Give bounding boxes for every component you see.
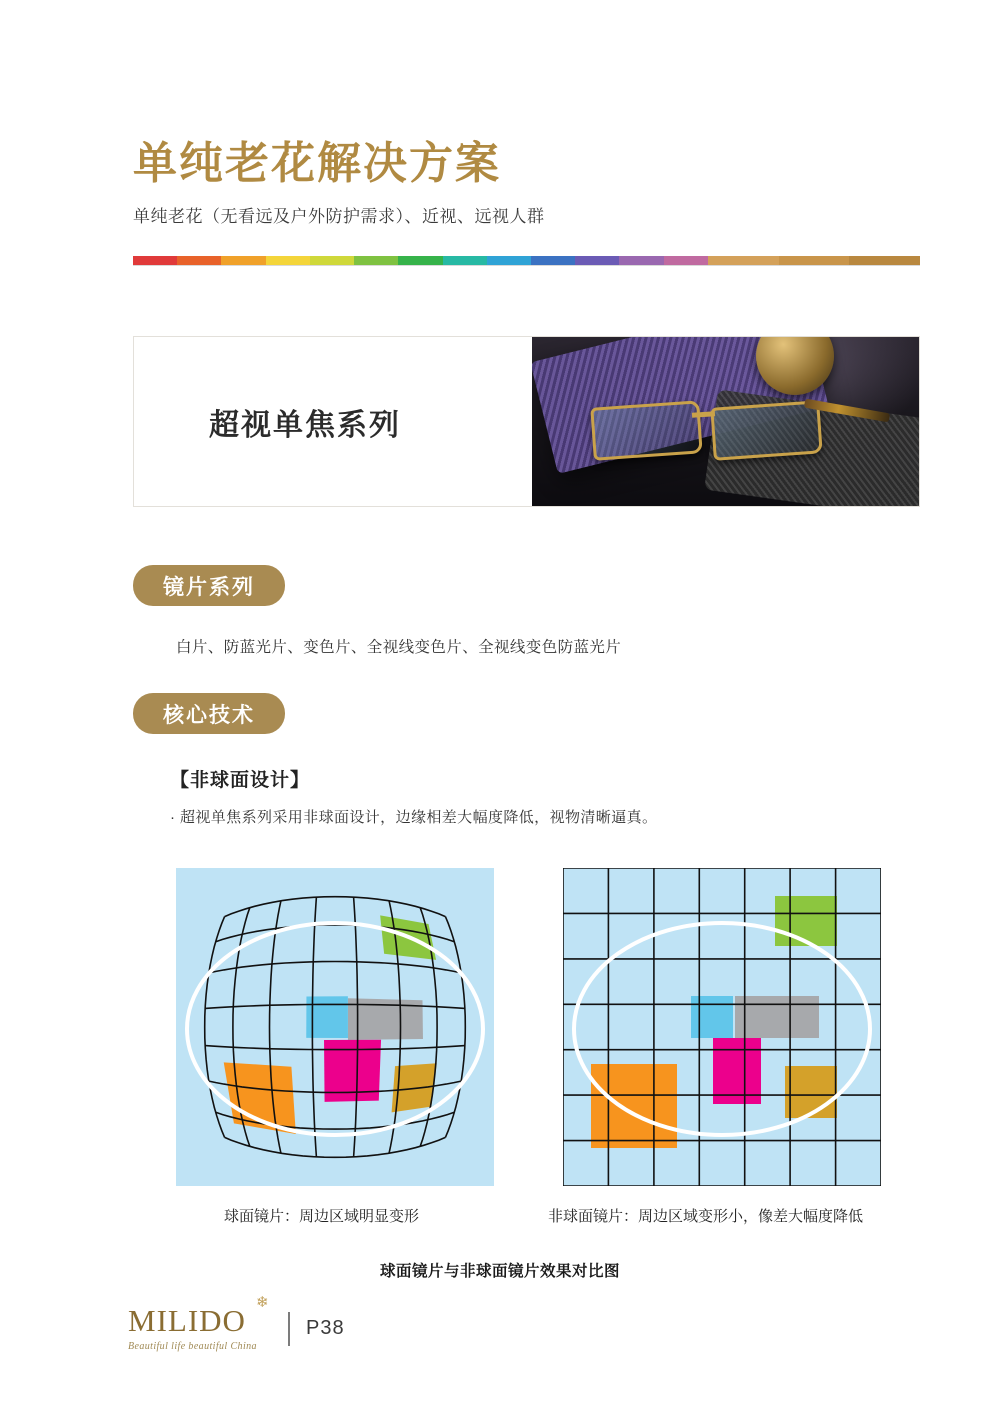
flower-icon: ❄ <box>256 1294 269 1311</box>
hero-title-area <box>134 337 532 506</box>
rainbow-segment <box>398 256 442 265</box>
rainbow-segment <box>531 256 575 265</box>
rainbow-segment <box>708 256 779 265</box>
rainbow-segment <box>575 256 619 265</box>
page-footer <box>128 1294 345 1352</box>
page-title: 单纯老花解决方案 <box>133 139 501 188</box>
footer-divider <box>288 1312 290 1346</box>
brand-name: MILIDO <box>128 1303 246 1338</box>
grid-line <box>205 917 225 1138</box>
lens-grid <box>176 868 494 1186</box>
rainbow-divider <box>133 256 920 265</box>
core-tech-heading: 【非球面设计】 <box>170 770 311 791</box>
hero-title: 超视单焦系列 <box>209 408 401 442</box>
rainbow-segment <box>443 256 487 265</box>
lens-grid <box>563 868 881 1186</box>
grid-line <box>225 1137 446 1157</box>
grid-color-cell <box>735 996 819 1038</box>
section-pill-core-tech: 核心技术 <box>133 693 285 734</box>
grid-color-cell <box>785 1066 837 1118</box>
rainbow-segment <box>487 256 531 265</box>
rainbow-segment <box>221 256 265 265</box>
rainbow-segment <box>779 256 850 265</box>
rainbow-segment <box>664 256 708 265</box>
header-rule <box>133 265 920 266</box>
rainbow-segment <box>133 256 177 265</box>
rainbow-segment <box>849 256 920 265</box>
page-subtitle: 单纯老花（无看远及户外防护需求）、近视、远视人群 <box>133 207 545 227</box>
section-pill-lens-series: 镜片系列 <box>133 565 285 606</box>
rainbow-segment <box>177 256 221 265</box>
right-lens <box>710 400 823 460</box>
brand-logo <box>128 1294 278 1352</box>
rainbow-segment <box>354 256 398 265</box>
glasses-object <box>586 398 872 469</box>
left-lens <box>590 400 703 460</box>
aspherical-lens-diagram <box>563 868 881 1186</box>
lens-series-text: 白片、防蓝光片、变色片、全视线变色片、全视线变色防蓝光片 <box>176 639 622 656</box>
spherical-lens-diagram <box>176 868 494 1186</box>
hero-image <box>532 337 919 506</box>
grid-color-cell <box>775 896 837 946</box>
page-header <box>133 140 923 227</box>
grid-color-cell <box>691 996 733 1038</box>
grid-color-cell <box>713 1038 761 1104</box>
rainbow-segment <box>266 256 310 265</box>
grid-line <box>225 897 446 917</box>
grid-line <box>445 917 465 1138</box>
caption-spherical: 球面镜片：周边区域明显变形 <box>224 1208 420 1225</box>
grid-color-cell <box>591 1064 677 1148</box>
rainbow-segment <box>619 256 663 265</box>
figure-title: 球面镜片与非球面镜片效果对比图 <box>379 1263 620 1280</box>
hero-banner <box>133 336 920 507</box>
core-tech-bullet: · 超视单焦系列采用非球面设计，边缘相差大幅度降低，视物清晰逼真。 <box>170 809 658 826</box>
caption-aspherical: 非球面镜片：周边区域变形小，像差大幅度降低 <box>548 1208 864 1225</box>
page-number: P38 <box>306 1317 345 1339</box>
brand-tagline: Beautiful life beautiful China <box>128 1341 257 1352</box>
rainbow-segment <box>310 256 354 265</box>
grid-line <box>209 962 461 973</box>
